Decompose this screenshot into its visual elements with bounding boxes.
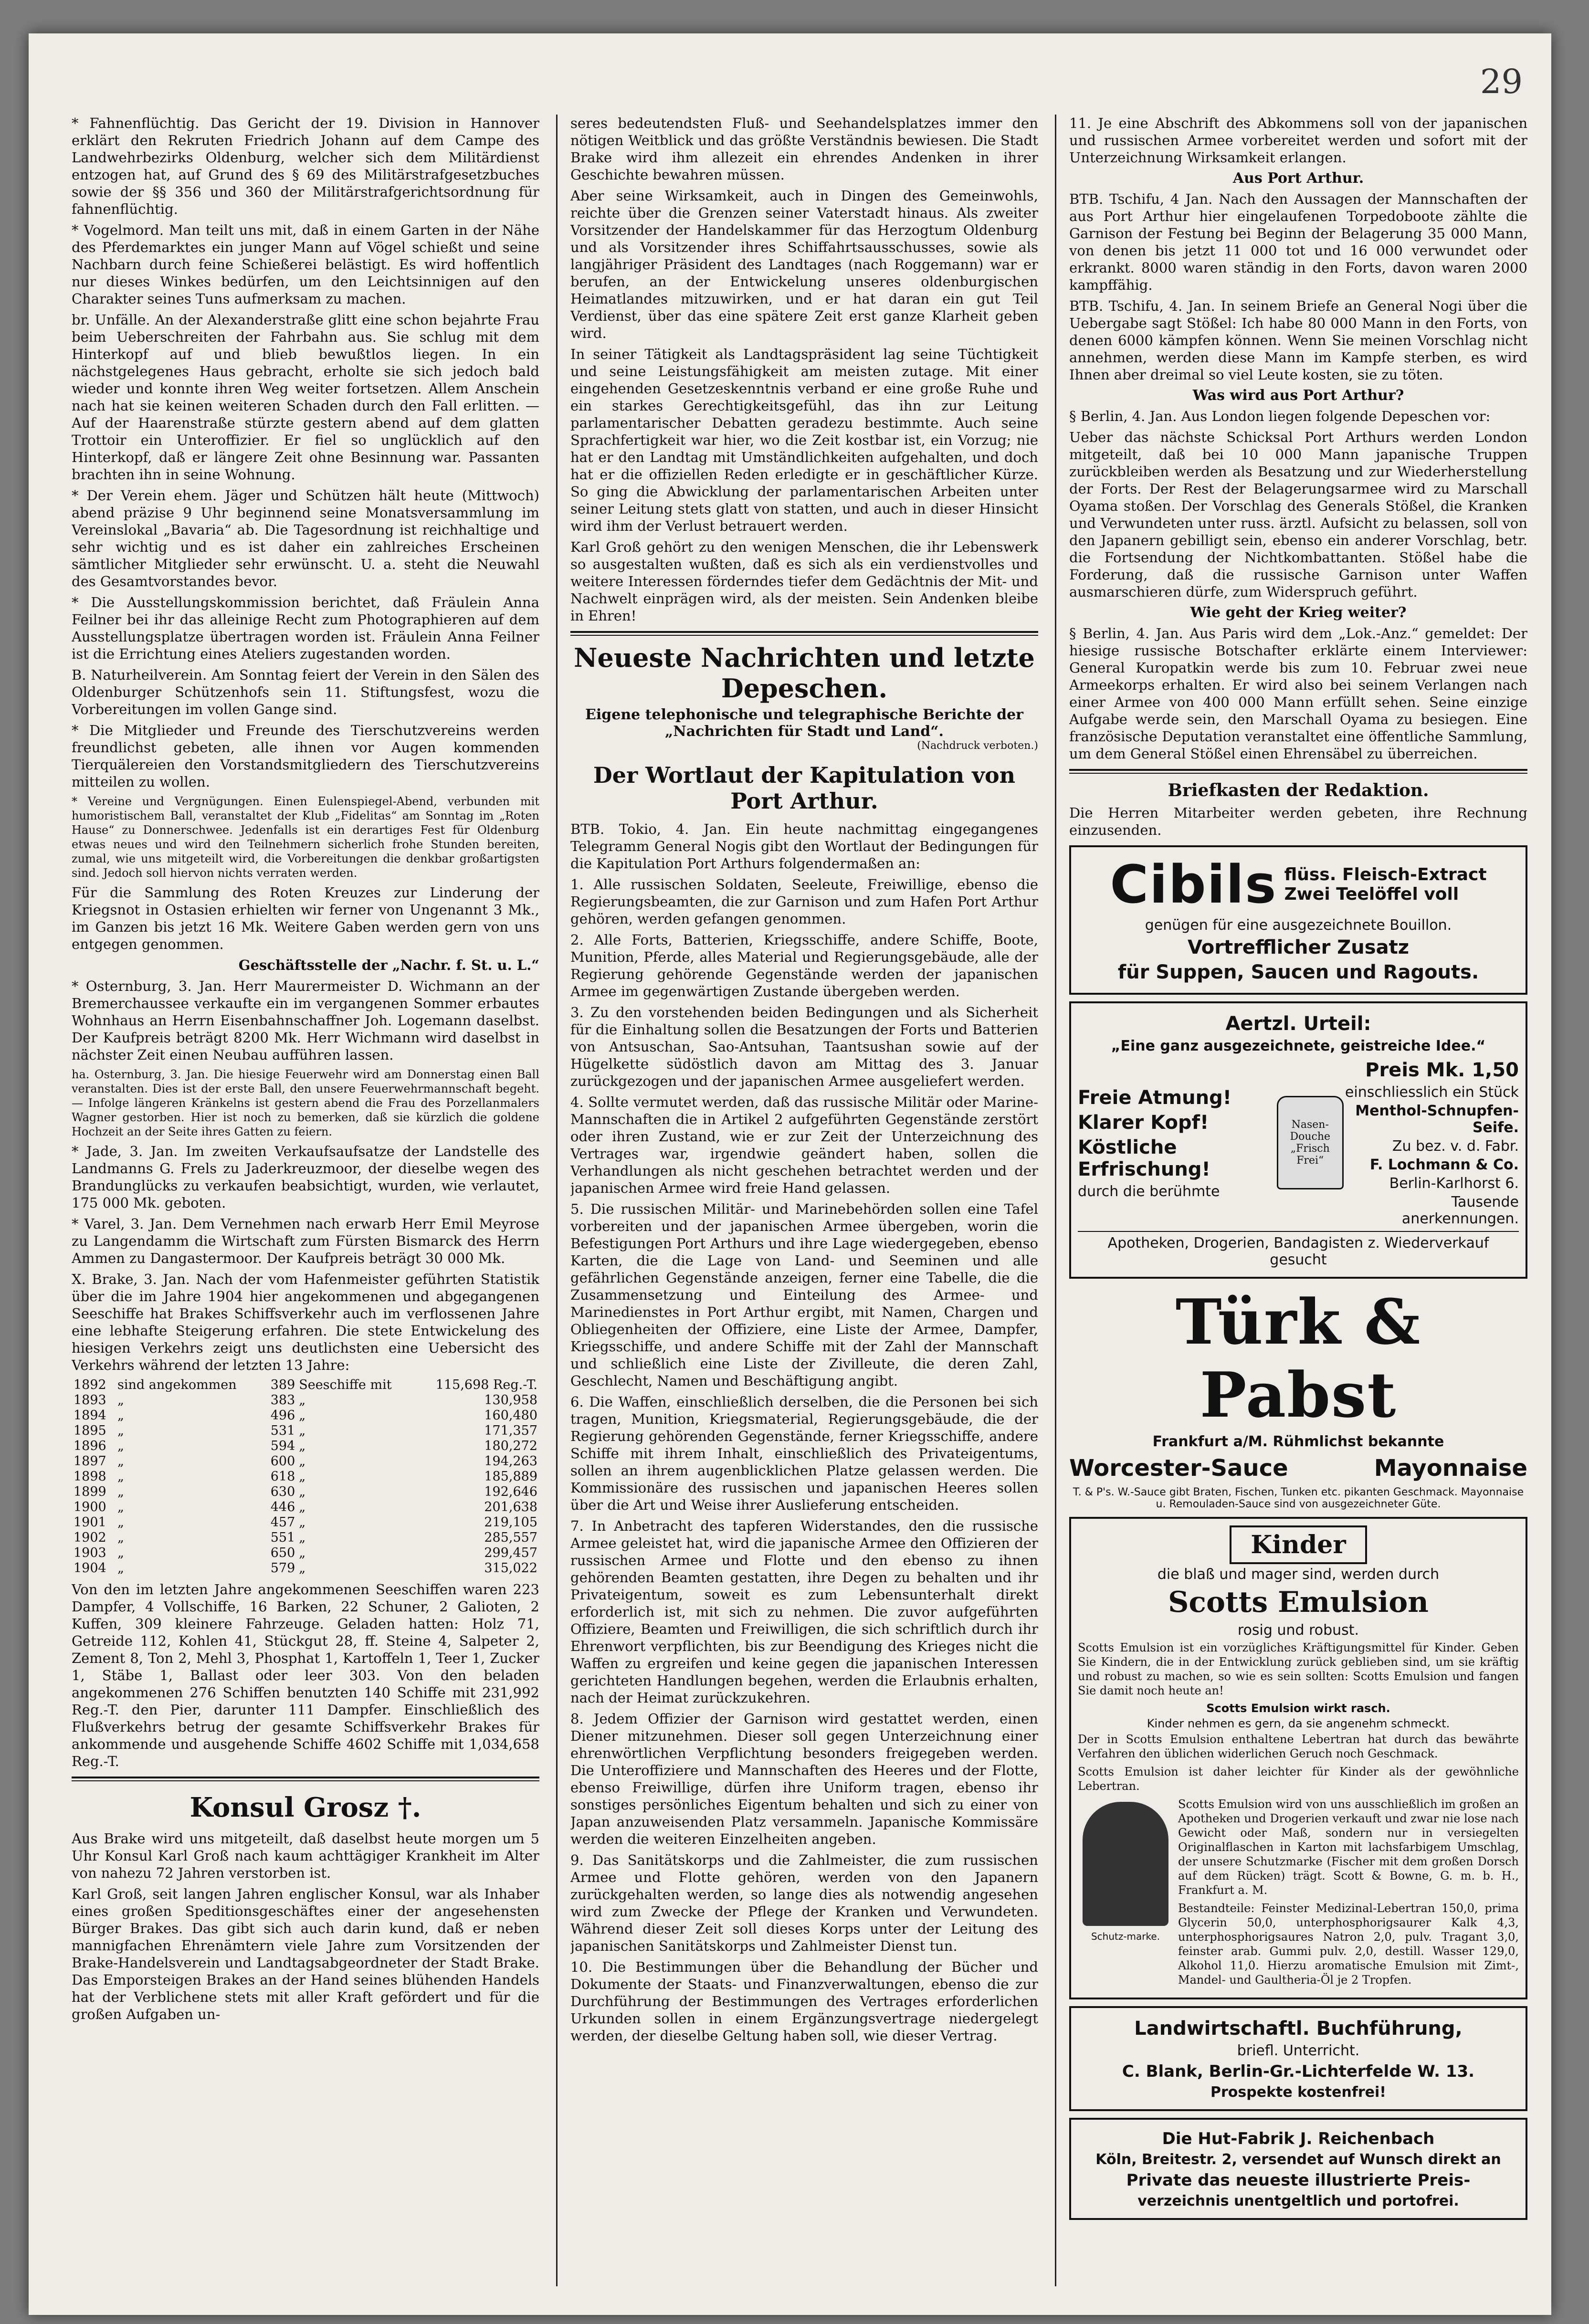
ad-kinder: Kinder [1230,1525,1367,1564]
ad-line: Klarer Kopf! [1078,1111,1209,1134]
news-item: ha. Osternburg, 3. Jan. Die hiesige Feuerwehr wird am Donnerstag einen Ball veranstalten. Dies ist der erste Ball, den unsere Feuerwehrmannschaft begeht. — Infolge längeren Kränkelns ist gestern abend die Frau des Porzellanmalers Wagner gestorben. Hier ist noch zu bemerken, daß sie kürzlich die goldene Hochzeit an der Seite ihres Gatten zu feiern. [72,1068,539,1138]
news-item: * Die Mitglieder und Freunde des Tierschutzvereins werden freundlichst gebeten, alle ihnen vor Augen kommenden Tierquälereien den Vorstandsmitgliedern des Tierschutzvereins mitteilen zu wollen. [72,722,539,790]
stats-row [72,1393,539,1408]
stats-row [72,1546,539,1561]
news-item: * Osternburg, 3. Jan. Herr Maurermeister D. Wichmann an der Bremerchaussee verkaufte ein im vergangenen Sommer erbautes Wohnhaus an Herrn Eisenbahnschaffner Joh. Logemann daselbst. Der Kaufpreis beträgt 8200 Mk. Herr Wichmann wird daselbst in nächster Zeit einen Neubau aufführen lassen. [72,978,539,1063]
ad-line: Tausende anerkennungen. [1401,1194,1519,1227]
treaty-article: 9. Das Sanitätskorps und die Zahlmeister, die zum russischen Armee und Flotte gehören, werden von den Japanern zurückgehalten werden, so lange dies als notwendig angesehen wird zum Zwecke der Pflege der Kranken und Verwundeten. Während dieser Zeit soll dieses Korps unter der Leitung des japanischen Sanitätskorps und Zahlmeister Dienst tun. [570,1852,1038,1954]
stats-cell-tons: 219,105 [484,1515,537,1530]
ad-line: Die Hut-Fabrik J. Reichenbach [1162,2129,1435,2148]
ad-scotts-emulsion [1069,1517,1527,1999]
treaty-article: 11. Je eine Abschrift des Abkommens soll von der japanischen und russischen Armee vorbereitet werden und sofort mit der Unterzeichnung Wirksamkeit erlangen. [1069,115,1527,166]
section-heading: Wie geht der Krieg weiter? [1190,604,1407,621]
news-item: Ueber das nächste Schicksal Port Arthurs werden London mitgeteilt, daß bei 10 000 Mann japanische Truppen zurückbleiben werden als Besatzung und zur Wiederherstellung der Forts. Der Rest der Belagerungsarmee wird zu Marschall Oyama stoßen. Der Vorschlag des Generals Stößel, die Kranken und Verwundeten unter russ. ärztl. Aufsicht zu belassen, soll von den Japanern gebilligt sein, ebenso ein anderer Vorschlag, betr. die Fortsendung der Nichtkombattanten. Stößel habe die Forderung, daß die russische Garnison unter Waffen ausmarschieren dürfe, zum Widerspruch geführt. [1069,429,1527,600]
stats-cell-tons: 130,958 [484,1393,537,1408]
news-item: Karl Groß gehört zu den wenigen Menschen, die ihr Lebenswerk so ausgestalten wußten, daß es sich als ein verdienstvolles und weitere Interessen förderndes tiefer dem Gedächtnis der Mit- und Nachwelt einprägen wird, als der meisten. Sein Andenken bleibe in Ehren! [570,539,1038,624]
stats-cell-year: 1898 [74,1469,106,1484]
stats-cell-ships: 618 [270,1469,295,1484]
stats-cell-tons: 285,557 [484,1530,537,1545]
ad-text: Bestandteile: Feinster Medizinal-Lebertran 150,0, prima Glycerin 50,0, unterphosphorigsaurer Kalk 4,3, unterphosphorigsaures Natron 2,0, pulv. Tragant 3,0, feinster arab. Gummi pulv. 2,0, destill. Wasser 129,0, Alkohol 11,0. Hierzu aromatische Emulsion mit Zimt-, Mandel- und Gaultheria-Öl je 2 Tropfen. [1178,1902,1519,1987]
treaty-article: 10. Die Bestimmungen über die Behandlung der Bücher und Dokumente der Staats- und Finanzverwaltungen, ebenso die zur Durchführung der Bestimmungen des Vertrages erforderlichen Urkunden sollen in einem Ergänzungsvertrage niedergelegt werden, der dieselbe Geltung haben soll, wie dieser Vertrag. [570,1959,1038,2044]
product-mayo: Mayonnaise [1374,1455,1527,1482]
treaty-article: 4. Sollte vermutet werden, daß das russische Militär oder Marine-Mannschaften die in Artikel 2 aufgeführten Gegenstände zerstört oder ihren Zustand, wie er zur Zeit der Unterzeichnung des Vertrages war, irgendwie geändert haben, sollen die Verhandlungen als nicht geschehen betrachtet werden und der japanischen Armee wird freie Hand gelassen. [570,1094,1038,1196]
news-item: B. Naturheilverein. Am Sonntag feiert der Verein in den Sälen des Oldenburger Schützenhofs sein 11. Stiftungsfest, wozu die Vorbereitungen im vollen Gange sind. [72,667,539,717]
stats-cell-tons: 115,698 Reg.-T. [435,1378,537,1392]
stats-cell-year: 1903 [74,1546,106,1560]
column-rule [1055,115,1056,2286]
news-item: Aus Brake wird uns mitgeteilt, daß daselbst heute morgen um 5 Uhr Konsul Karl Groß nach kaum achttägiger Krankheit im Alter von nahezu 72 Jahren verstorben ist. [72,1830,539,1881]
ad-cibils [1069,845,1527,995]
stats-cell-year: 1895 [74,1423,106,1438]
stats-cell-pre: „ [117,1546,124,1560]
stats-cell-tons: 180,272 [484,1439,537,1453]
stats-row [72,1408,539,1423]
ad-text: Der in Scotts Emulsion enthaltene Lebertran hat durch das bewährte Verfahren den üblichen widerlichen Geruch noch Geschmack. [1078,1733,1519,1760]
stats-cell-year: 1900 [74,1500,106,1514]
news-item: * Die Ausstellungskommission berichtet, daß Fräulein Anna Feilner bei ihr das alleinige Recht zum Photographieren auf dem Ausstellungsplatze übertragen worden ist. Fräulein Anna Feilner ist die Errichtung eines Ateliers zugestanden worden. [72,594,539,662]
stats-cell-ships: 496 [270,1408,295,1423]
column-2 [570,115,1038,2286]
ad-line: Vortrefflicher Zusatz [1188,936,1409,958]
news-item: * Jade, 3. Jan. Im zweiten Verkaufsaufsatze der Landstelle des Landmanns G. Frels zu Jaderkreuzmoor, der dieselbe wegen des Brandunglücks zu verkaufen beabsichtigt, wurden, wie verlautet, 175 000 Mk. geboten. [72,1143,539,1211]
stats-cell-year: 1892 [74,1378,106,1392]
ad-fine-print: T. & P's. W.-Sauce gibt Braten, Fischen, Tunken etc. pikanten Geschmack. Mayonnaise u. Remouladen-Sauce sind von ausgezeichneter Güte. [1073,1486,1524,1510]
ad-line: die blaß und mager sind, werden durch [1157,1566,1440,1583]
page-number: 29 [1480,62,1523,101]
stats-cell-pre: „ [117,1561,124,1576]
ad-text: Scotts Emulsion ist ein vorzügliches Kräftigungsmittel für Kinder. Geben Sie Kindern, die in der Entwicklung zurück geblieben sind, um sie kräftig und robust zu machen, so wie es sein sollten: Scotts Emulsion und fangen Sie damit noch heute an! [1078,1641,1519,1697]
section-rule [72,1777,539,1781]
ad-line: Berlin-Karlhorst 6. [1389,1175,1519,1192]
ad-line: für Suppen, Saucen und Ragouts. [1117,961,1479,983]
news-item: * Vereine und Vergnügungen. Einen Eulenspiegel-Abend, verbunden mit humoristischem Ball, veranstaltet der Klub „Fidelitas“ am Sonntag im „Roten Hause“ zu Donnerschwee. Jedenfalls ist ein derartiges Fest für Oldenburg etwas neues und wird den Teilnehmern sicherlich frohe Stunden bereiten, zumal, wie uns mitgeteilt wird, die Vorbereitungen die denkbar großartigsten sind. Jedoch soll hiervon nichts verraten werden. [72,795,539,880]
news-item: seres bedeutendsten Fluß- und Seehandelsplatzes immer den nötigen Weitblick und das größte Verständnis bewiesen. Die Stadt Brake wird ihm allezeit ein ehrendes Andenken in ihrer Geschichte bewahren müssen. [570,115,1038,183]
news-item: § Berlin, 4. Jan. Aus Paris wird dem „Lok.-Anz.“ gemeldet: Der hiesige russische Botschafter erklärte einem Interviewer: General Kuropatkin werde bis zum 10. Februar zwei neue Armeekorps erhalten. Er wird also bei seinem Verlangen nach einer Armee von 400 000 Mann erfüllt sehen. Seine einzige Aufgabe werde sein, den Marschall Oyama zu besiegen. Eine französische Deputation veranstaltet eine öffentliche Sammlung, um dem General Stößel einen Ehrensäbel zu überreichen. [1069,625,1527,762]
cibils-brand: Cibils [1110,854,1277,915]
stats-cell-unit: „ [299,1500,306,1514]
latest-news-title: Neueste Nachrichten und letzte Depeschen. [574,642,1035,704]
ad-line: Kinder nehmen es gern, da sie angenehm schmeckt. [1147,1717,1450,1730]
treaty-article: 5. Die russischen Militär- und Marinebehörden sollen eine Tafel vorbereiten und der japanischen Armee übergeben, worin die Befestigungen Port Arthurs und ihre Lage wiedergegeben, ebenso Karten, die die Lage von Land- und Seeminen und alle gefährlichen Gegenstände anzeigen, ferner eine Tabelle, die die Zusammensetzung und Einteilung des Armee- und Marinedienstes in Port Arthur ergibt, mit Namen, Chargen und Obliegenheiten der Offiziere, eine Liste der Armee, Dampfer, Kriegsschiffe, und andere Schiffe mit der Zahl der Mannschaft und schließlich eine Liste der Zivilleute, die deren Zahl, Geschlecht, Namen und Beschäftigung angibt. [570,1201,1038,1389]
stats-cell-unit: „ [299,1561,306,1576]
stats-row [72,1439,539,1454]
stats-cell-unit: Seeschiffe mit [299,1378,392,1392]
news-item: br. Unfälle. An der Alexanderstraße glitt eine schon bejahrte Frau beim Ueberschreiten der Fahrbahn aus. Sie schlug mit dem Hinterkopf auf und blieb bewußtlos liegen. In ein nächstgelegenes Haus gebracht, erholte sie sich jedoch bald wieder und konnte ihren Weg weiter fortsetzen. Allem Anschein nach hat sie keinen weiteren Schaden durch den Fall erlitten. — Auf der Haarenstraße stürzte gestern abend auf dem glatten Trottoir ein Unteroffizier. Er fiel so unglücklich auf den Hinterkopf, daß er längere Zeit ohne Besinnung war. Passanten brachten ihn in seine Wohnung. [72,312,539,483]
stats-cell-ships: 551 [270,1530,295,1545]
bottle-label: Nasen-Douche „Frisch Frei“ [1290,1119,1331,1167]
ad-line: Freie Atmung! [1078,1086,1231,1109]
stats-cell-pre: „ [117,1439,124,1453]
stats-cell-tons: 185,889 [484,1469,537,1484]
ad-line: genügen für eine ausgezeichnete Bouillon. [1145,917,1452,934]
stats-row [72,1484,539,1500]
stats-row [72,1515,539,1530]
stats-cell-pre: „ [117,1423,124,1438]
stats-cell-ships: 446 [270,1500,295,1514]
stats-cell-tons: 315,022 [484,1561,537,1576]
stats-cell-unit: „ [299,1469,306,1484]
news-item: § Berlin, 4. Jan. Aus London liegen folgende Depeschen vor: [1069,408,1491,424]
tuerk-pabst-logo: Türk & Pabst [1175,1285,1421,1431]
ad-text: Scotts Emulsion wird von uns ausschließlich im großen an Apotheken und Drogerien verkauft und zwar nie lose nach Gewicht oder Maß, sondern nur in versiegelten Originalflaschen in Karton mit lachsfarbigem Umschlag, der unsere Schutzmarke (Fischer mit dem großen Dorsch auf dem Rücken) trägt. Scott & Bowne, G. m. b. H., Frankfurt a. M. [1178,1798,1519,1897]
stats-row [72,1469,539,1484]
stats-cell-pre: „ [117,1530,124,1545]
ad-line: rosig und robust. [1237,1622,1359,1639]
column-1 [72,115,539,2286]
treaty-article: 1. Alle russischen Soldaten, Seeleute, Freiwillige, ebenso die Regierungsbeamten, die zur Garnison und zum Hafen Port Arthur gehören, werden gefangen genommen. [570,876,1038,927]
stats-cell-year: 1901 [74,1515,106,1530]
stats-cell-unit: „ [299,1515,306,1530]
ad-line: durch die berühmte [1078,1183,1220,1200]
cibils-title: flüss. Fleisch-Extract [1284,865,1487,884]
stats-cell-ships: 457 [270,1515,295,1530]
news-item: Karl Groß, seit langen Jahren englischer Konsul, war als Inhaber eines großen Speditionsgeschäftes einer der angesehensten Bürger Brakes. Das gibt sich auch darin kund, daß er neben mannigfachen Ehrenämtern viele Jahre zum Vorsitzenden der Brake-Handelsverein und Landtagsabgeordneter der Stadt Brake. Das Emporsteigen Brakes an der Hand seines blühenden Handels hat der Verblichene stets mit aller Kraft gefördert und für die großen Aufgaben un- [72,1886,539,2022]
stats-cell-pre: „ [117,1484,124,1499]
ad-line: Menthol-Schnupfen-Seife. [1355,1103,1519,1136]
stats-cell-ships: 650 [270,1546,295,1560]
stats-row [72,1423,539,1439]
shipping-stats-table [72,1378,539,1576]
news-signature: Geschäftsstelle der „Nachr. f. St. u. L.“ [238,957,539,973]
ad-left [1078,1084,1277,1202]
stats-cell-year: 1904 [74,1561,106,1576]
ad-text: Scotts Emulsion ist daher leichter für Kinder als der gewöhnliche Lebertran. [1078,1765,1519,1793]
stats-cell-unit: „ [299,1484,306,1499]
stats-cell-pre: „ [117,1515,124,1530]
stats-cell-tons: 194,263 [484,1454,537,1469]
stats-cell-ships: 594 [270,1439,295,1453]
ad-blank-bookkeeping [1069,2006,1527,2111]
section-heading: Aus Port Arthur. [1232,170,1364,187]
cibils-headline [1284,865,1487,904]
stats-row [72,1561,539,1576]
news-item: BTB. Tokio, 4. Jan. Ein heute nachmittag eingegangenes Telegramm General Nogis gibt den Wortlaut der Bedingungen für die Kapitulation Port Arthurs folgendermaßen an: [570,821,1038,872]
section-rule [570,631,1038,636]
fisherman-icon [1083,1802,1168,1926]
news-item: In seiner Tätigkeit als Landtagspräsident lag seine Tüchtigkeit und seine Leistungsfähigkeit am meisten zutage. Mit einer eingehenden Gesetzeskenntnis verband er eine große Ruhe und ein starkes Gerechtigkeitsgefühl, das ihn zur Leitung parlamentarischer Debatten geradezu bestimmte. Auch seine Sprachfertigkeit war hier, wo die Zeit kostbar ist, ein Vorzug; nie hat er den Landtag mit Umständlichkeiten aufgehalten, und doch hat er die offiziellen Reden erledigte er in geschäftlicher Kürze. So ging die Abwicklung der parlamentarischen Arbeiten unter seiner Leitung stets glatt von statten, und auch in dieser Hinsicht wird ihm der Verlust betrauert werden. [570,346,1038,534]
ad-scott-bottom [1078,1797,1519,1991]
news-item: * Varel, 3. Jan. Dem Vernehmen nach erwarb Herr Emil Meyrose zu Langendamm die Wirtschaft zum Fürsten Bismarck des Herrn Ammen zu Dangastermoor. Der Kaufpreis beträgt 30 000 Mk. [72,1216,539,1266]
treaty-article: 6. Die Waffen, einschließlich derselben, die die Personen bei sich tragen, Munition, Kriegsmaterial, Regierungsgebäude, die der Regierung gehörenden Gegenstände, ferner Kriegsschiffe, andere Schiffe mit ihrem Inhalt, einschließlich des Privateigentums, sollen an ihrem augenblicklichen Platze gelassen werden. Die Kommissionäre des russischen und japanischen Heeres sollen über die Art und Weise ihrer Auslieferung entscheiden. [570,1394,1038,1513]
news-item: Aber seine Wirksamkeit, auch in Dingen des Gemeinwohls, reichte über die Grenzen seiner Vaterstadt hinaus. Als zweiter Vorsitzender der Handelskammer für das Herzogtum Oldenburg und als Vorsitzender ihres Schiffahrtsausschusses, sowie als langjähriger Präsident des Landtages (nach Roggemann) war er berufen, an der Entwickelung unseres oldenburgischen Heimatlandes mitzuwirken, und er hat daran ein gut Teil Verdienst, über das eine spätere Zeit erst ganze Klarheit geben wird. [570,188,1038,341]
stats-cell-pre: „ [117,1393,124,1408]
ad-title: Aertzl. Urteil: [1225,1013,1371,1035]
ad-right [1344,1056,1519,1229]
column-3 [1069,115,1527,2286]
ad-line: Prospekte kostenfrei! [1210,2084,1386,2101]
stats-row [72,1454,539,1469]
ad-line: Private das neueste illustrierte Preis- [1126,2171,1471,2190]
newspaper-page [29,33,1551,2315]
ad-mark-label: Schutz-marke. [1091,1931,1160,1942]
stats-cell-pre: „ [117,1469,124,1484]
stats-row [72,1500,539,1515]
stats-cell-year: 1894 [74,1408,106,1423]
news-item: BTB. Tschifu, 4. Jan. In seinem Briefe an General Nogi über die Uebergabe sagt Stößel: Ich habe 80 000 Mann in den Forts, von denen 6000 kämpfen können. Wenn Sie meinen Vorschlag nicht annehmen, werden diese Mann im Kampfe sterben, es wird Ihnen aber dreimal so viel Leute kosten, sie zu töten. [1069,298,1527,383]
latest-news-header [570,642,1038,752]
ad-line: Köstliche Erfrischung! [1078,1136,1210,1180]
treaty-article: 3. Zu den vorstehenden beiden Bedingungen und als Sicherheit für die Einhaltung sollen die Besatzungen der Forts und Batterien von Antsuschan, Sao-Antsuhan, Taantsushan sowie auf der Hügelkette südöstlich davon am Mittag des 3. Januar zurückgezogen und der japanischen Armee ausgeliefert werden. [570,1004,1038,1089]
news-item: Von den im letzten Jahre angekommenen Seeschiffen waren 223 Dampfer, 4 Vollschiffe, 16 Barken, 22 Schuner, 2 Galioten, 2 Kuffen, 309 kleinere Fahrzeuge. Geladen hatten: Holz 71, Getreide 112, Kohlen 41, Stückgut 28, ff. Steine 4, Salpeter 2, Zement 8, Ton 2, Mehl 3, Phosphat 1, Kartoffeln 1, Teer 1, Zucker 1, Stäbe 1, Ballast oder leer 303. Von den beladen angekommenen 276 Schiffen benutzten 140 Schiffe mit 231,992 Reg.-T. den Pier, darunter 111 Dampfer. Einschließlich des Flußverkehrs betrug der gesamte Schiffsverkehr Brakes für ankommende und ausgehende Schiffe 4602 Schiffe mit 1,034,658 Reg.-T. [72,1581,539,1769]
stats-cell-pre: sind angekommen [117,1378,237,1392]
stats-cell-unit: „ [299,1546,306,1560]
ad-line: Köln, Breitestr. 2, versendet auf Wunsch direkt an [1095,2151,1501,2168]
stats-cell-unit: „ [299,1439,306,1453]
stats-cell-unit: „ [299,1408,306,1423]
stats-cell-ships: 383 [270,1393,295,1408]
section-heading: Was wird aus Port Arthur? [1192,387,1404,404]
ad-hat-factory [1069,2118,1527,2220]
stats-cell-tons: 299,457 [484,1546,537,1560]
news-item: * Der Verein ehem. Jäger und Schützen hält heute (Mittwoch) abend präzise 9 Uhr beginnend seine Monatsversammlung im Vereinslokal „Bavaria“ ab. Die Tagesordnung ist reichhaltige und sehr wichtig und es ist daher ein zahlreiches Erscheinen sämtlicher Mitglieder sehr erwünscht. U. a. steht die Neuwahl des Gesamtvorstandes bevor. [72,487,539,589]
ad-line: Scotts Emulsion wirkt rasch. [1206,1702,1390,1715]
ad-line: Frankfurt a/M. Rühmlichst bekannte [1152,1433,1444,1450]
stats-cell-unit: „ [299,1454,306,1469]
ad-footer: Apotheken, Drogerien, Bandagisten z. Wiederverkauf gesucht [1078,1231,1519,1268]
ad-line: Zu bez. v. d. Fabr. [1392,1138,1519,1155]
stats-cell-tons: 201,638 [484,1500,537,1514]
news-item: Die Herren Mitarbeiter werden gebeten, ihre Rechnung einzusenden. [1069,805,1527,838]
stats-cell-pre: „ [117,1408,124,1423]
ad-nasal-douche [1069,1001,1527,1279]
ad-price: Preis Mk. 1,50 [1365,1059,1519,1081]
scotts-brand: Scotts Emulsion [1168,1586,1429,1619]
ad-quote: „Eine ganz ausgezeichnete, geistreiche Idee.“ [1111,1038,1486,1054]
ad-line: verzeichnis unentgeltlich und portofrei. [1137,2193,1459,2209]
latest-news-subtitle: Eigene telephonische und telegraphische Berichte der „Nachrichten für Stadt und Land“. [585,706,1023,740]
capitulation-title: Der Wortlaut der Kapitulation von Port Arthur. [593,762,1016,814]
stats-cell-ships: 389 [270,1378,295,1392]
stats-cell-year: 1893 [74,1393,106,1408]
stats-cell-ships: 531 [270,1423,295,1438]
ad-scott-fine [1178,1797,1519,1991]
stats-cell-ships: 600 [270,1454,295,1469]
stats-cell-pre: „ [117,1454,124,1469]
ad-line: C. Blank, Berlin-Gr.-Lichterfelde W. 13. [1122,2062,1475,2081]
stats-cell-ships: 630 [270,1484,295,1499]
letterbox-heading: Briefkasten der Redaktion. [1168,780,1429,800]
news-item: BTB. Tschifu, 4 Jan. Nach den Aussagen der Mannschaften der aus Port Arthur hier eingelaufenen Torpedoboote zählte die Garnison der Festung bei Beginn der Belagerung 35 000 Mann, von denen bis jetzt 11 000 tot und 16 000 verwundet oder erkrankt. 8000 waren ständig in den Forts, davon waren 2000 kampffähig. [1069,191,1527,293]
ad-line: einschliesslich ein Stück [1345,1084,1519,1101]
ad-body [1078,1056,1519,1229]
treaty-article: 2. Alle Forts, Batterien, Kriegsschiffe, andere Schiffe, Boote, Munition, Pferde, alles Material und Regierungsgebäude, alle der Regierung gehörende Gegenstände werden der japanischen Armee im gegenwärtigen Zustande übergeben werden. [570,932,1038,999]
stats-cell-ships: 579 [270,1561,295,1576]
news-item: X. Brake, 3. Jan. Nach der vom Hafenmeister geführten Statistik über die im Jahre 1904 hier angekommenen und abgegangenen Seeschiffe hat Brakes Schiffsverkehr auch im verflossenen Jahre eine lebhafte Steigerung erfahren. Die stete Entwickelung des hiesigen Verkehrs zeigt uns deutlichsten eine Uebersicht des Verkehrs während der letzten 13 Jahre: [72,1271,539,1373]
ad-line: briefl. Unterricht. [1237,2042,1360,2059]
stats-cell-pre: „ [117,1500,124,1514]
treaty-article: 8. Jedem Offizier der Garnison wird gestattet werden, einen Diener mitzunehmen. Dieser soll gegen Unterzeichnung einer ehrenwörtlichen Verpflichtung besonders freigegeben werden. Die Unteroffiziere und Mannschaften des Heeres und der Flotte, ebenso Freiwillige, dürfen ihre Uniform tragen, ebenso ihr sonstiges persönliches Eigentum behalten und sich zu einer von Japan anzuweisenden Platz versammeln. Japanische Kommissäre werden die weiteren Einzelheiten angeben. [570,1711,1038,1847]
obituary-title: Konsul Grosz †. [189,1792,421,1823]
treaty-article: 7. In Anbetracht des tapferen Widerstandes, den die russische Armee geleistet hat, wird die japanische Armee den Offizieren der russischen Armee und Flotte und den ebenso zu ihnen gehörenden Beamten gestatten, ihre Degen zu behalten und ihr Privateigentum, soweit es zum Lebensunterhalt direkt erforderlich ist, mit sich zu nehmen. Die zuvor aufgeführten Offiziere, Beamten und Freiwilligen, die sich schriftlich durch ihr Ehrenwort verpflichten, bis zur Beendigung des Krieges nicht die Waffen zu ergreifen und keine gegen die japanischen Interessen gerichteten Handlungen begehen, werden die Erlaubnis erhalten, nach der Heimat zurückzukehren. [570,1518,1038,1706]
news-item: * Vogelmord. Man teilt uns mit, daß in einem Garten in der Nähe des Pferdemarktes ein junger Mann auf Vögel schießt und seine Nachbarn durch feine Schießerei belästigt. Es wird hoffentlich nur dieses Winkes bedürfen, um den Leichtsinnigen auf den Charakter seines Tuns aufmerksam zu machen. [72,222,539,307]
column-rule [556,115,558,2286]
stats-cell-year: 1896 [74,1439,106,1453]
stats-row [72,1378,539,1393]
ad-line: F. Lochmann & Co. [1369,1157,1519,1173]
stats-cell-tons: 160,480 [484,1408,537,1423]
stats-cell-year: 1899 [74,1484,106,1499]
ad-title: Landwirtschaftl. Buchführung, [1134,2018,1463,2040]
stats-cell-year: 1902 [74,1530,106,1545]
stats-cell-unit: „ [299,1393,306,1408]
stats-row [72,1530,539,1546]
product-worcester: Worcester-Sauce [1069,1455,1288,1482]
news-item: Für die Sammlung des Roten Kreuzes zur Linderung der Kriegsnot in Ostasien erhielten wir ferner von Ungenannt 3 Mk., im Ganzen bis jetzt 16 Mk. Weitere Gaben werden gern von uns entgegen genommen. [72,884,539,952]
douche-bottle-image [1277,1096,1344,1189]
reprint-note: (Nachdruck verboten.) [917,740,1038,752]
ad-fisher-figure [1078,1797,1173,1944]
ad-products [1069,1452,1527,1484]
cibils-subtitle: Zwei Teelöffel voll [1284,884,1459,904]
stats-cell-year: 1897 [74,1454,106,1469]
stats-cell-unit: „ [299,1423,306,1438]
stats-cell-unit: „ [299,1530,306,1545]
stats-cell-tons: 171,357 [484,1423,537,1438]
ad-tuerk-pabst [1069,1285,1527,1510]
stats-cell-tons: 192,646 [484,1484,537,1499]
section-rule [1069,769,1527,774]
news-item: * Fahnenflüchtig. Das Gericht der 19. Division in Hannover erklärt den Rekruten Friedrich Johann auf dem Campe des Landwehrbezirks Oldenburg, welcher sich dem Militärdienst entzogen hat, auf Grund des § 69 des Militärstrafgesetzbuches sowie der §§ 356 und 360 der Militärstrafgerichtsordnung für fahnenflüchtig. [72,115,539,217]
